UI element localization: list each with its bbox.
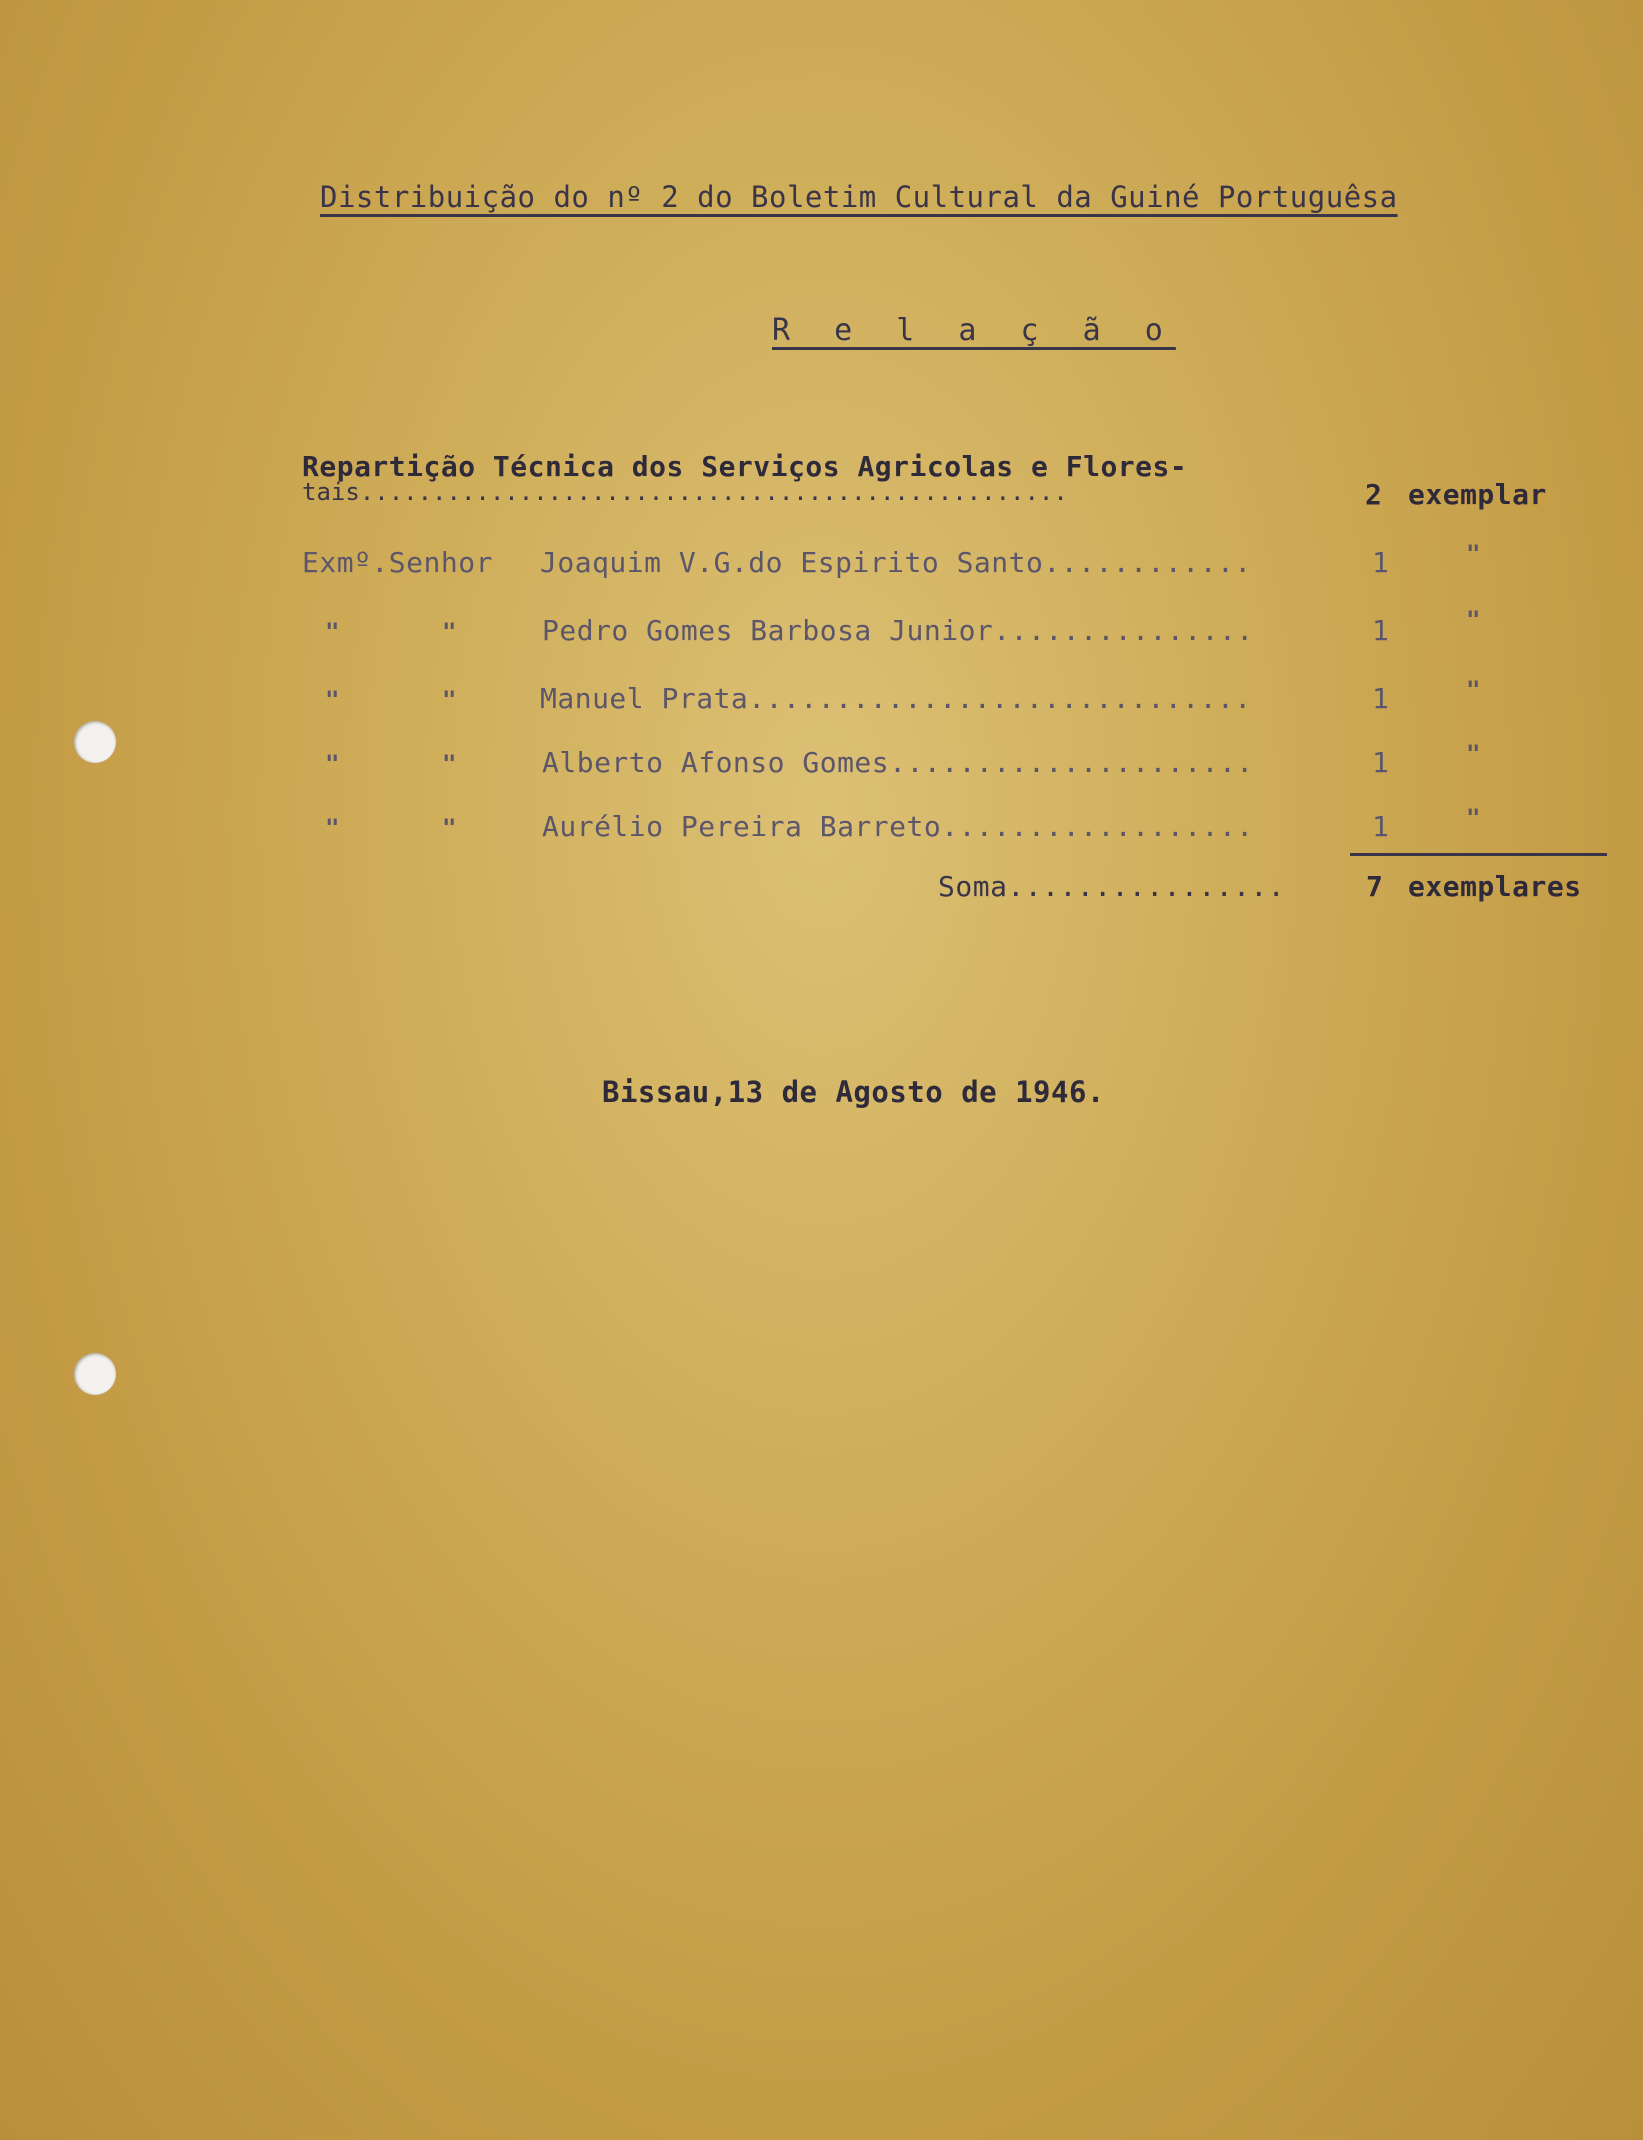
entry-4-ditto-b: " xyxy=(442,750,457,778)
entry-0-unit: exemplar xyxy=(1408,478,1547,511)
entry-2-ditto-b: " xyxy=(442,618,457,646)
place-date: Bissau,13 de Agosto de 1946. xyxy=(602,1075,1105,1109)
entry-5-ditto-b: " xyxy=(442,814,457,842)
entry-4-qty: 1 xyxy=(1372,746,1389,779)
entry-3-ditto-c: " xyxy=(1466,676,1481,704)
punch-hole-top xyxy=(74,721,116,763)
entry-3-ditto-b: " xyxy=(442,686,457,714)
entry-2-ditto-c: " xyxy=(1466,606,1481,634)
total-label: Soma................ xyxy=(938,870,1286,903)
entry-4-ditto-c: " xyxy=(1466,740,1481,768)
total-rule xyxy=(1350,853,1607,856)
entry-2-ditto-a: " xyxy=(325,618,340,646)
entry-5-ditto-c: " xyxy=(1466,804,1481,832)
punch-hole-bottom xyxy=(74,1353,116,1395)
entry-1-name: Joaquim V.G.do Espirito Santo............ xyxy=(540,546,1252,579)
entry-0-line2: tais................................................. xyxy=(302,478,1068,506)
entry-3-ditto-a: " xyxy=(325,686,340,714)
entry-4-ditto-a: " xyxy=(325,750,340,778)
entry-5-ditto-a: " xyxy=(325,814,340,842)
total-qty: 7 xyxy=(1366,870,1383,903)
entry-3-name: Manuel Prata............................. xyxy=(540,682,1252,715)
entry-1-qty: 1 xyxy=(1372,546,1389,579)
entry-3-qty: 1 xyxy=(1372,682,1389,715)
document-title: Distribuição do nº 2 do Boletim Cultural da Guiné Portuguêsa xyxy=(320,180,1398,214)
entry-0-line1: Repartição Técnica dos Serviços Agricolas e Flores- xyxy=(302,450,1188,483)
entry-2-qty: 1 xyxy=(1372,614,1389,647)
entry-1-ditto: " xyxy=(1466,540,1481,568)
entry-2-name: Pedro Gomes Barbosa Junior............... xyxy=(542,614,1254,647)
entry-1-prefix: Exmº.Senhor xyxy=(302,546,493,579)
entry-0-qty: 2 xyxy=(1365,478,1382,511)
document-subtitle: R e l a ç ã o xyxy=(772,313,1176,348)
entry-5-name: Aurélio Pereira Barreto.................. xyxy=(542,810,1254,843)
entry-5-qty: 1 xyxy=(1372,810,1389,843)
entry-4-name: Alberto Afonso Gomes..................... xyxy=(542,746,1254,779)
total-unit: exemplares xyxy=(1408,870,1582,903)
